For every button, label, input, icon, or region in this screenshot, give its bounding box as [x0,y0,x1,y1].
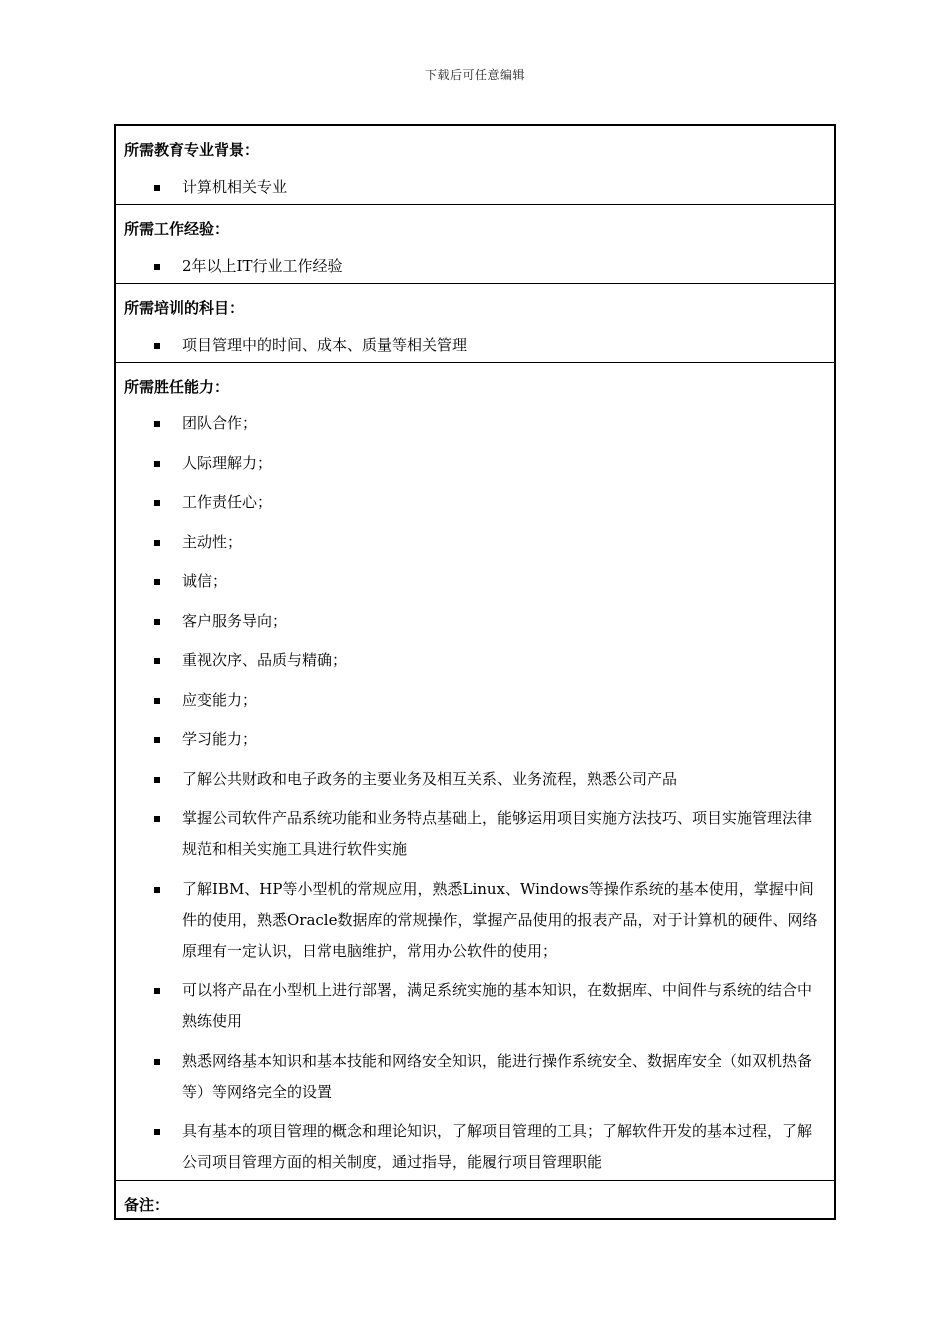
item-text: 熟悉网络基本知识和基本技能和网络安全知识，能进行操作系统安全、数据库安全（如双机热备等）等网络完全的设置 [182,1051,813,1101]
square-bullet-icon [154,698,160,704]
section-title: 所需教育专业背景： [124,141,260,159]
list-item [116,448,834,479]
square-bullet-icon [154,540,160,546]
job-requirements-table [114,124,836,1220]
list-item [116,764,834,795]
item-text: 具有基本的项目管理的概念和理论知识，了解项目管理的工具；了解软件开发的基本过程，了解公司项目管理方面的相关制度，通过指导，能履行项目管理职能 [182,1122,813,1171]
item-text: 学习能力； [182,730,258,748]
list-item [116,330,834,361]
square-bullet-icon [154,1129,160,1135]
section-remarks [116,1181,834,1215]
page-header-note: 下载后可任意编辑 [424,68,525,82]
list-item [116,172,834,203]
section-title: 所需胜任能力： [124,378,230,396]
square-bullet-icon [154,658,160,664]
item-text: 了解IBM、HP等小型机的常规应用，熟悉Linux、Windows等操作系统的基本使用，掌握中间件的使用，熟悉Oracle数据库的常规操作，掌握产品使用的报表产品，对于计算机的硬件、网络原理有一定认识，日常电脑维护，常用办公软件的使用； [182,879,818,960]
item-text: 项目管理中的时间、成本、质量等相关管理 [182,336,468,354]
square-bullet-icon [154,500,160,506]
square-bullet-icon [154,185,160,191]
item-text: 客户服务导向； [182,611,288,630]
square-bullet-icon [154,579,160,585]
item-text: 计算机相关专业 [182,178,288,196]
square-bullet-icon [154,264,160,270]
item-text: 重视次序、品质与精确； [182,651,348,669]
section-title: 所需培训的科目： [124,299,245,317]
item-text: 应变能力； [182,690,258,709]
section-experience [116,205,834,284]
square-bullet-icon [154,343,160,349]
list-item [116,685,834,716]
section-training [116,284,834,363]
list-item [116,724,834,755]
item-text: 人际理解力； [182,453,273,472]
section-education [116,126,834,205]
item-text: 掌握公司软件产品系统功能和业务特点基础上，能够运用项目实施方法技巧、项目实施管理法律规范和相关实施工具进行软件实施 [182,809,813,858]
item-list [116,330,834,361]
section-title: 所需工作经验： [124,220,230,238]
list-item [116,566,834,597]
square-bullet-icon [154,777,160,783]
square-bullet-icon [154,988,160,994]
list-item [116,975,834,1037]
section-title: 备注： [124,1196,170,1214]
square-bullet-icon [154,619,160,625]
item-text: 主动性； [182,532,243,551]
square-bullet-icon [154,421,160,427]
list-item [116,487,834,518]
list-item [116,874,834,967]
item-text: 团队合作； [182,414,258,432]
list-item [116,251,834,282]
square-bullet-icon [154,816,160,822]
list-item [116,1116,834,1178]
list-item [116,527,834,558]
square-bullet-icon [154,461,160,467]
list-item [116,1046,834,1108]
item-text: 诚信； [182,572,228,590]
list-item [116,408,834,439]
item-text: 2年以上IT行业工作经验 [182,257,343,275]
list-item [116,803,834,865]
item-list [116,172,834,203]
item-list [116,251,834,282]
item-text: 工作责任心； [182,493,273,511]
square-bullet-icon [154,1059,160,1065]
item-text: 可以将产品在小型机上进行部署，满足系统实施的基本知识，在数据库、中间件与系统的结合中熟练使用 [182,981,813,1030]
square-bullet-icon [154,737,160,743]
list-item [116,606,834,637]
section-competencies [116,363,834,1181]
list-item [116,645,834,676]
item-text: 了解公共财政和电子政务的主要业务及相互关系、业务流程，熟悉公司产品 [182,769,678,788]
item-list [116,408,834,1178]
square-bullet-icon [154,887,160,893]
